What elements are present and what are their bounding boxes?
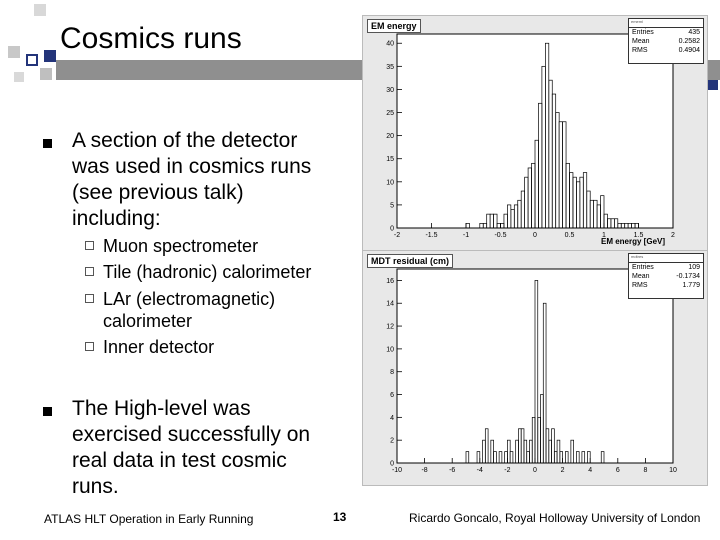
footer-right: Ricardo Goncalo, Royal Holloway University of London	[409, 511, 701, 525]
y-tick-label: 5	[390, 202, 394, 210]
x-tick-label: 8	[643, 467, 648, 474]
y-tick-label: 4	[390, 414, 394, 422]
x-axis-label: EM energy [GeV]	[601, 237, 666, 246]
x-tick-label: 0.5	[564, 232, 575, 239]
x-tick-label: -4	[476, 467, 483, 474]
plot-title: MDT residual (cm)	[367, 254, 453, 268]
y-tick-label: 40	[386, 40, 394, 48]
sub-bullet-marker	[85, 294, 94, 303]
sub-item-text: Tile (hadronic) calorimeter	[103, 262, 312, 282]
y-tick-label: 12	[386, 323, 394, 331]
bullet-marker	[43, 139, 52, 148]
stats-box: ememl Entries 435 Mean 0.2582 RMS 0.4904	[628, 18, 704, 64]
x-tick-label: 10	[669, 467, 677, 474]
y-tick-label: 30	[386, 86, 394, 94]
x-tick-label: -8	[421, 467, 428, 474]
footer-left: ATLAS HLT Operation in Early Running	[44, 512, 254, 526]
x-tick-label: 0	[533, 467, 537, 474]
y-tick-label: 10	[386, 346, 394, 354]
x-tick-label: 2	[560, 467, 565, 474]
sub-item-text: LAr (electromagnetic) calorimeter	[103, 289, 276, 331]
sub-bullet-marker	[85, 267, 94, 276]
y-tick-label: 25	[386, 110, 394, 118]
x-tick-label: -10	[391, 467, 403, 474]
x-tick-label: 0	[533, 232, 537, 239]
y-tick-label: 14	[386, 300, 394, 308]
y-tick-label: 15	[386, 156, 394, 164]
x-tick-label: -2	[393, 232, 401, 239]
x-tick-label: 6	[615, 467, 620, 474]
x-tick-label: -1	[462, 232, 470, 239]
y-tick-label: 8	[390, 369, 394, 377]
x-tick-label: 2	[671, 232, 675, 239]
y-tick-label: 16	[386, 277, 394, 285]
sub-bullet-marker	[85, 241, 94, 250]
page-number: 13	[333, 510, 347, 524]
y-tick-label: 0	[390, 460, 394, 468]
bullet-text: The High-level was exercised successfully on real data in test cosmic runs.	[72, 397, 311, 498]
y-tick-label: 35	[386, 63, 394, 71]
mdt-residual-histogram	[362, 250, 708, 486]
bullet-marker	[43, 407, 52, 416]
x-tick-label: -6	[449, 467, 456, 474]
y-tick-label: 0	[390, 225, 394, 233]
x-tick-label: 4	[588, 467, 593, 474]
sub-bullet-marker	[85, 342, 94, 351]
sub-item-text: Inner detector	[103, 337, 215, 357]
x-tick-label: -2	[504, 467, 511, 474]
corner-decoration	[0, 0, 60, 90]
stats-box: mdtres Entries 109 Mean -0.1734 RMS 1.779	[628, 253, 704, 299]
y-tick-label: 6	[390, 392, 394, 400]
bullet-text: A section of the detector was used in cosmics runs (see previous talk) including:	[72, 129, 312, 230]
x-tick-label: -1.5	[425, 232, 438, 239]
sub-item-text: Muon spectrometer	[103, 236, 259, 256]
em-energy-histogram	[362, 15, 708, 251]
y-tick-label: 2	[390, 437, 394, 445]
y-tick-label: 20	[386, 133, 394, 141]
x-tick-label: 1.5	[633, 232, 644, 239]
x-tick-label: -0.5	[494, 232, 507, 239]
y-tick-label: 10	[386, 179, 394, 187]
plot-title: EM energy	[367, 19, 421, 33]
x-tick-label: 1	[602, 232, 606, 239]
slide-title: Cosmics runs	[60, 22, 242, 55]
